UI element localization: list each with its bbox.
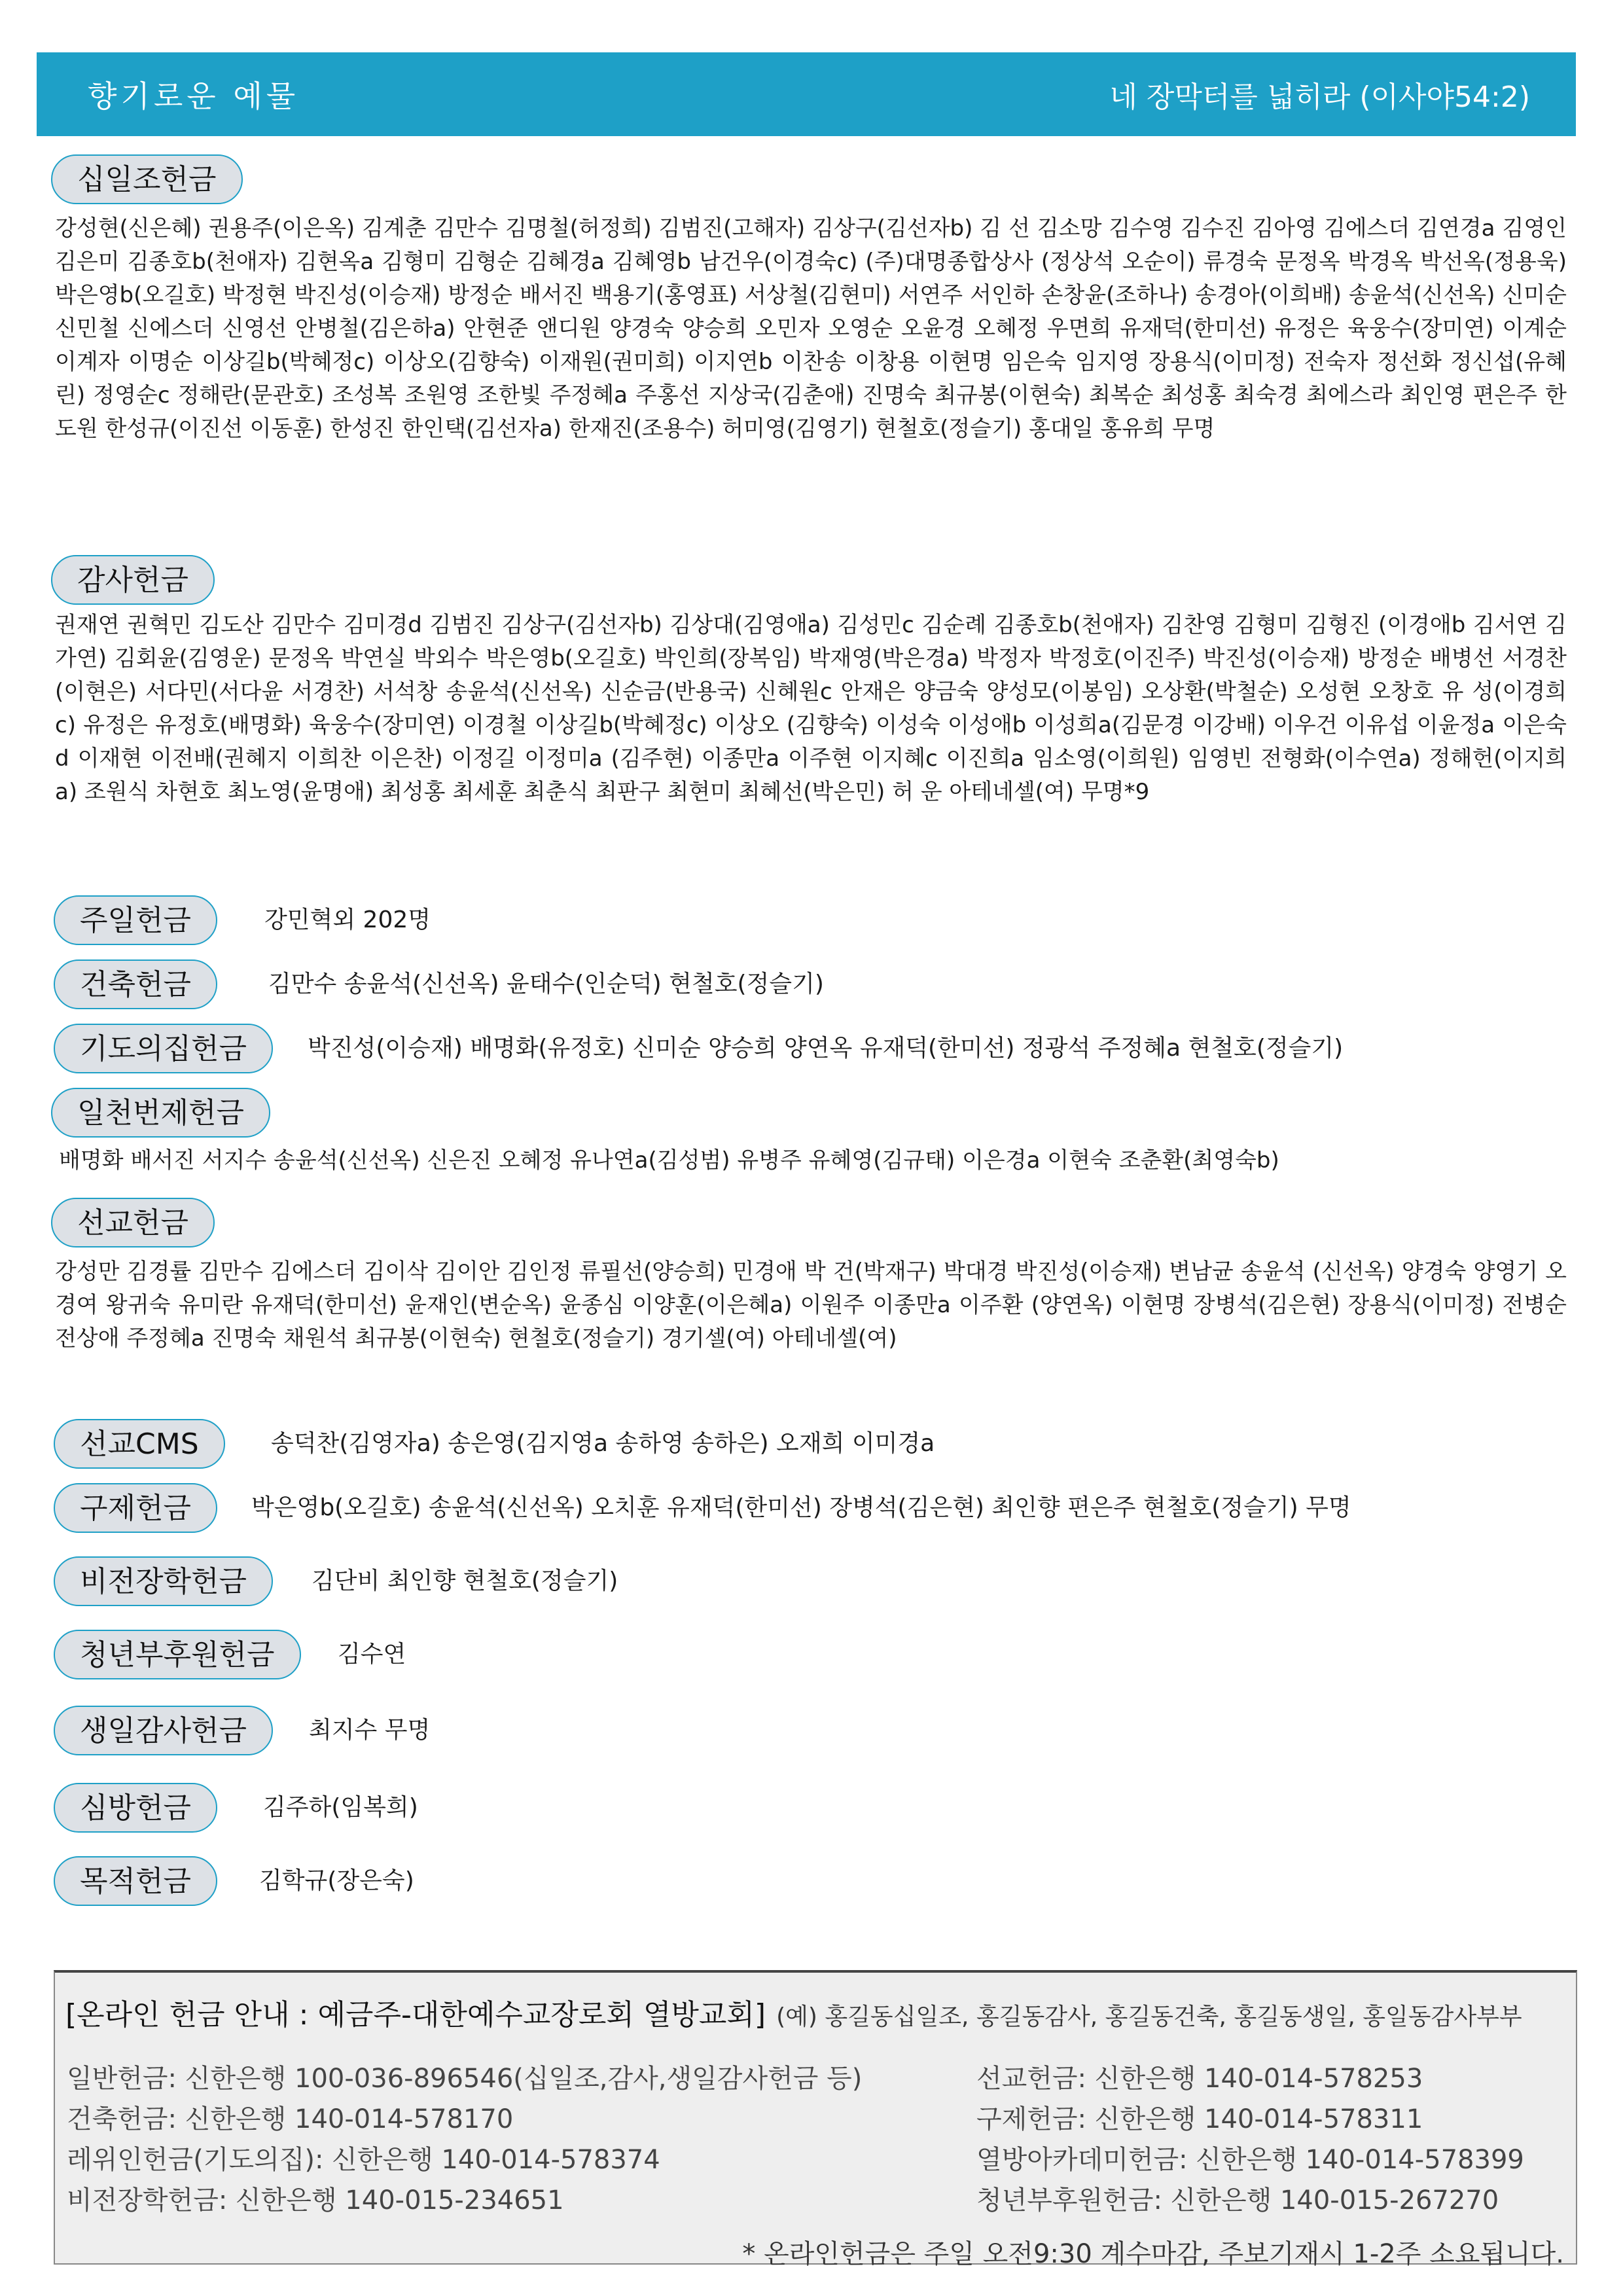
donor-list: 강민혁외 202명 <box>264 906 431 933</box>
donor-list: 김단비 최인향 현철호(정슬기) <box>312 1568 618 1594</box>
donor-list: 김만수 송윤석(신선옥) 윤태수(인순덕) 현철호(정슬기) <box>268 971 824 997</box>
account-building: 건축헌금: 신한은행 140-014-578170 <box>67 2104 514 2134</box>
donor-list: 박진성(이승재) 배명화(유정호) 신미순 양승희 양연옥 유재덕(한미선) 정광석 주정혜a 현철호(정슬기) <box>308 1035 1344 1062</box>
donor-list: 김학규(장은숙) <box>259 1867 414 1894</box>
section-label: 주일헌금 <box>54 895 217 945</box>
section-label: 기도의집헌금 <box>54 1024 273 1073</box>
donor-list: 김주하(임복희) <box>263 1794 418 1821</box>
section-label: 선교헌금 <box>51 1198 215 1247</box>
section-label: 십일조헌금 <box>51 154 243 204</box>
donor-list: 송덕찬(김영자a) 송은영(김지영a 송하영 송하은) 오재희 이미경a <box>271 1430 935 1457</box>
section-label: 감사헌금 <box>51 555 215 605</box>
donor-list: 배명화 배서진 서지수 송윤석(신선옥) 신은진 오혜정 유나연a(김성범) 유병주 유혜영(김규태) 이은경a 이현숙 조춘환(최영숙b) <box>59 1147 1279 1174</box>
online-giving-info <box>54 1970 1577 2269</box>
donor-list: 강성만 김경률 김만수 김에스더 김이삭 김이안 김인정 류필선(양승희) 민경애 박 건(박재구) 박대경 박진성(이승재) 변남균 송윤석 (신선옥) 양경숙 양영기 오경여 왕귀숙 유미란 유재덕(한미선) 윤재인(변순옥) 윤종심 이양훈(이은혜a) 이원주 이종만a 이주환 (양연옥) 이현명 장병석(김은현) 장용식(이미정) 전병순 전상애 주정혜a 진명숙 채원석 최규봉(이현숙) 현철호(정슬기) 경기셀(여) 아테네셀(여) <box>55 1259 1567 1352</box>
section-label: 심방헌금 <box>54 1783 217 1833</box>
donor-list: 박은영b(오길호) 송윤석(신선옥) 오치훈 유재덕(한미선) 장병석(김은현) 최인향 편은주 현철호(정슬기) 무명 <box>251 1494 1351 1521</box>
page-title: 향기로운 예물 <box>88 79 300 114</box>
online-giving-example: (예) 홍길동십일조, 홍길동감사, 홍길동건축, 홍길동생일, 홍일동감사부부 <box>776 2003 1522 2030</box>
account-youth: 청년부후원헌금: 신한은행 140-015-267270 <box>976 2185 1499 2215</box>
section-label: 청년부후원헌금 <box>54 1630 301 1679</box>
page-header <box>37 52 1576 136</box>
account-academy: 열방아카데미헌금: 신한은행 140-014-578399 <box>976 2145 1524 2175</box>
online-giving-notice: * 온라인헌금은 주일 오전9:30 계수마감, 주보기재시 1-2주 소요됩니다. <box>742 2239 1564 2269</box>
header-verse: 네 장막터를 넓히라 (이사야54:2) <box>1109 81 1530 114</box>
section-label: 생일감사헌금 <box>54 1706 273 1755</box>
donor-list: 김수연 <box>338 1641 406 1668</box>
account-vision: 비전장학헌금: 신한은행 140-015-234651 <box>67 2185 564 2215</box>
section-label: 비전장학헌금 <box>54 1556 273 1606</box>
account-general: 일반헌금: 신한은행 100-036-896546(십일조,감사,생일감사헌금 등) <box>67 2064 863 2094</box>
account-relief: 구제헌금: 신한은행 140-014-578311 <box>976 2104 1423 2134</box>
section-label: 건축헌금 <box>54 960 217 1009</box>
account-levite: 레위인헌금(기도의집): 신한은행 140-014-578374 <box>67 2145 660 2175</box>
online-giving-title <box>65 1991 1522 2033</box>
donor-list: 강성현(신은혜) 권용주(이은옥) 김계춘 김만수 김명철(허정희) 김범진(고해자) 김상구(김선자b) 김 선 김소망 김수영 김수진 김아영 김에스더 김연경a 김영인 김은미 김종호b(천애자) 김현옥a 김형미 김형순 김혜경a 김혜영b 남건우(이경숙c) (주)대명종합상사 (정상석 오순이) 류경숙 문정옥 박경옥 박선옥(정용욱) 박은영b(오길호) 박정현 박진성(이승재) 방정순 배서진 백용기(홍영표) 서상철(김현미) 서연주 서인하 손창윤(조하나) 송경아(이희배) 송윤석(신선옥) 신미순 신민철 신에스더 신영선 안병철(김은하a) 안현준 앤디원 양경숙 양승희 오민자 오영순 오윤경 오혜정 우면희 유재덕(한미선) 유정은 육웅수(장미연) 이계순 이계자 이명순 이상길b(박혜정c) 이상오(김향숙) 이재원(권미희) 이지연b 이찬송 이창용 이현명 임은숙 임지영 장용식(이미정) 전숙자 정선화 정신섭(유혜린) 정영순c 정해란(문관호) 조성복 조원영 조한빛 주정혜a 주홍선 지상국(김춘애) 진명숙 최규봉(이현숙) 최복순 최성홍 최숙경 최에스라 최인영 편은주 한도원 한성규(이진선 이동훈) 한성진 한인택(김선자a) 한재진(조용수) 허미영(김영기) 현철호(정슬기) 홍대일 홍유희 무명 <box>55 215 1567 442</box>
account-mission: 선교헌금: 신한은행 140-014-578253 <box>976 2064 1423 2094</box>
section-label: 일천번제헌금 <box>51 1088 270 1138</box>
section-label: 목적헌금 <box>54 1856 217 1906</box>
online-giving-heading: [온라인 헌금 안내 : 예금주-대한예수교장로회 열방교회] <box>65 1998 766 2032</box>
section-label: 구제헌금 <box>54 1483 217 1533</box>
donor-list: 최지수 무명 <box>309 1717 431 1744</box>
section-label: 선교CMS <box>54 1419 225 1469</box>
donor-list: 권재연 권혁민 김도산 김만수 김미경d 김범진 김상구(김선자b) 김상대(김영애a) 김성민c 김순례 김종호b(천애자) 김찬영 김형미 김형진 (이경애b 김서연 김가연) 김회윤(김영운) 문정옥 박연실 박외수 박은영b(오길호) 박인희(장복임) 박재영(박은경a) 박정자 박정호(이진주) 박진성(이승재) 방정순 배병선 서경찬(이현은) 서다민(서다윤 서경찬) 서석창 송윤석(신선옥) 신순금(반용국) 신혜원c 안재은 양금숙 양성모(이봉임) 오상환(박철순) 오성현 오창호 유 성(이경희c) 유정은 유정호(배명화) 육웅수(장미연) 이경철 이상길b(박혜정c) 이상오 (김향숙) 이성숙 이성애b 이성희a(김문경 이강배) 이우건 이유섭 이윤정a 이은숙d 이재현 이전배(권혜지 이희찬 이은찬) 이정길 이정미a (김주현) 이종만a 이주현 이지혜c 이진희a 임소영(이희원) 임영빈 전형화(이수연a) 정해헌(이지희a) 조원식 차현호 최노영(윤명애) 최성홍 최세훈 최춘식 최판구 최현미 최혜선(박은민) 허 운 아테네셀(여) 무명*9 <box>55 612 1567 805</box>
